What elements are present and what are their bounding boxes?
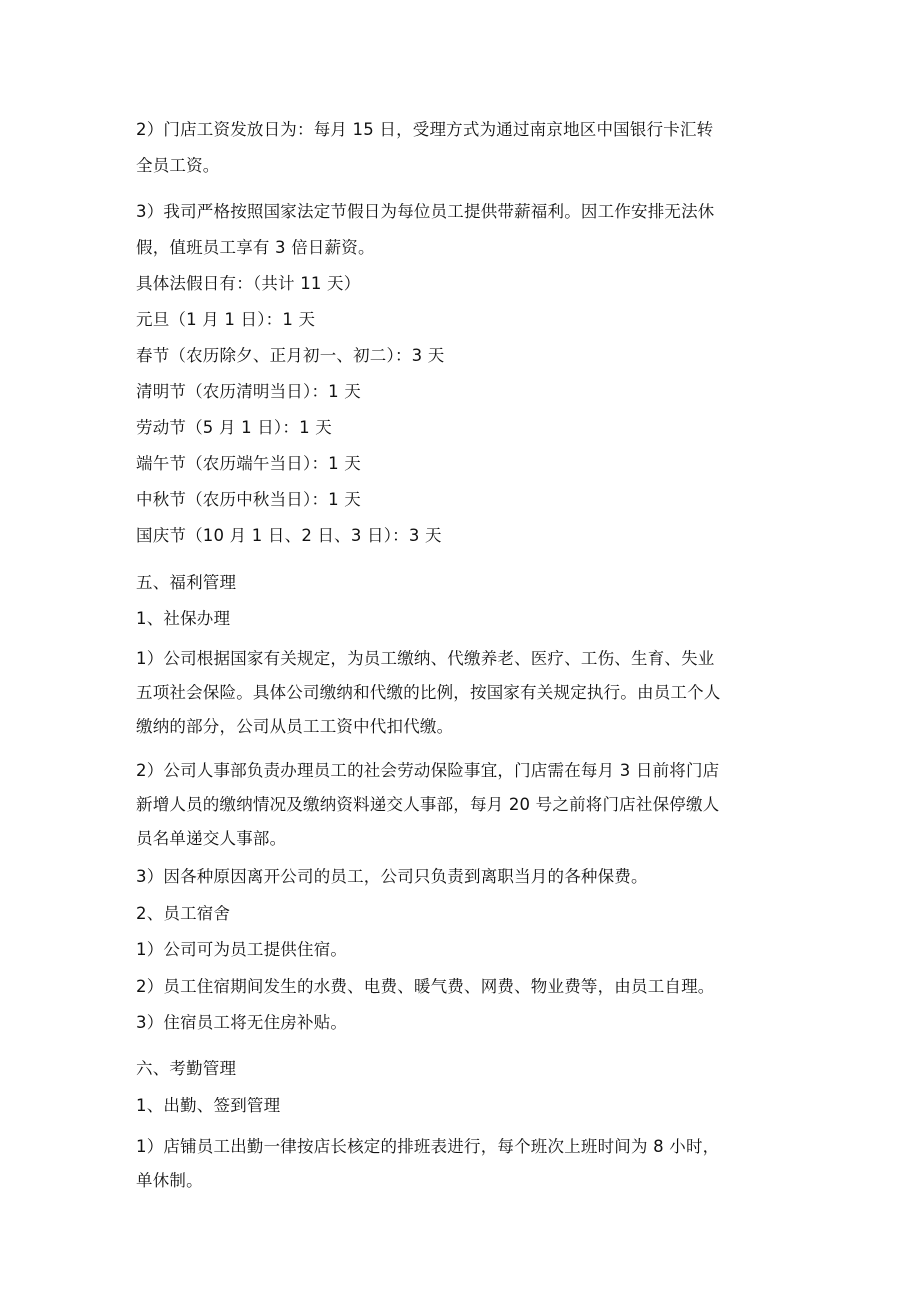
section-6-title: 六、考勤管理 (136, 1059, 237, 1078)
attendance-heading: 1、出勤、签到管理 (136, 1096, 281, 1115)
holiday-item-national-day: 国庆节（10 月 1 日、2 日、3 日）：3 天 (136, 526, 442, 545)
social-insurance-item-1-line-1: 1）公司根据国家有关规定，为员工缴纳、代缴养老、医疗、工伤、生育、失业 (136, 649, 715, 668)
holiday-item-spring-festival: 春节（农历除夕、正月初一、初二）：3 天 (136, 346, 445, 365)
social-insurance-item-2-line-2: 新增人员的缴纳情况及缴纳资料递交人事部，每月 20 号之前将门店社保停缴人 (136, 795, 720, 814)
social-insurance-item-3: 3）因各种原因离开公司的员工，公司只负责到离职当月的各种保费。 (136, 867, 648, 886)
attendance-item-1-line-2: 单休制。 (136, 1171, 203, 1190)
dormitory-heading: 2、员工宿舍 (136, 904, 231, 923)
dormitory-item-1: 1）公司可为员工提供住宿。 (136, 940, 348, 959)
social-insurance-item-2-line-1: 2）公司人事部负责办理员工的社会劳动保险事宜，门店需在每月 3 日前将门店 (136, 761, 720, 780)
holiday-intro: 具体法假日有：（共计 11 天） (136, 274, 361, 293)
holiday-item-mid-autumn: 中秋节（农历中秋当日）：1 天 (136, 490, 361, 509)
dormitory-item-2: 2）员工住宿期间发生的水费、电费、暖气费、网费、物业费等，由员工自理。 (136, 977, 715, 996)
salary-payday-line-2: 全员工资。 (136, 156, 220, 175)
social-insurance-item-1-line-2: 五项社会保险。具体公司缴纳和代缴的比例，按国家有关规定执行。由员工个人 (136, 683, 721, 702)
social-insurance-item-2-line-3: 员名单递交人事部。 (136, 829, 287, 848)
section-5-title: 五、福利管理 (136, 573, 237, 592)
holiday-item-qingming: 清明节（农历清明当日）：1 天 (136, 382, 361, 401)
holiday-policy-line-2: 假，值班员工享有 3 倍日薪资。 (136, 238, 375, 257)
holiday-policy-line-1: 3）我司严格按照国家法定节假日为每位员工提供带薪福利。因工作安排无法休 (136, 202, 715, 221)
social-insurance-item-1-line-3: 缴纳的部分，公司从员工工资中代扣代缴。 (136, 717, 454, 736)
social-insurance-heading: 1、社保办理 (136, 609, 231, 628)
dormitory-item-3: 3）住宿员工将无住房补贴。 (136, 1013, 348, 1032)
attendance-item-1-line-1: 1）店铺员工出勤一律按店长核定的排班表进行，每个班次上班时间为 8 小时， (136, 1137, 720, 1156)
holiday-item-dragon-boat: 端午节（农历端午当日）：1 天 (136, 454, 361, 473)
salary-payday-line-1: 2）门店工资发放日为：每月 15 日，受理方式为通过南京地区中国银行卡汇转 (136, 120, 714, 139)
holiday-item-labor-day: 劳动节（5 月 1 日）：1 天 (136, 418, 332, 437)
holiday-item-new-year: 元旦（1 月 1 日）：1 天 (136, 310, 316, 329)
